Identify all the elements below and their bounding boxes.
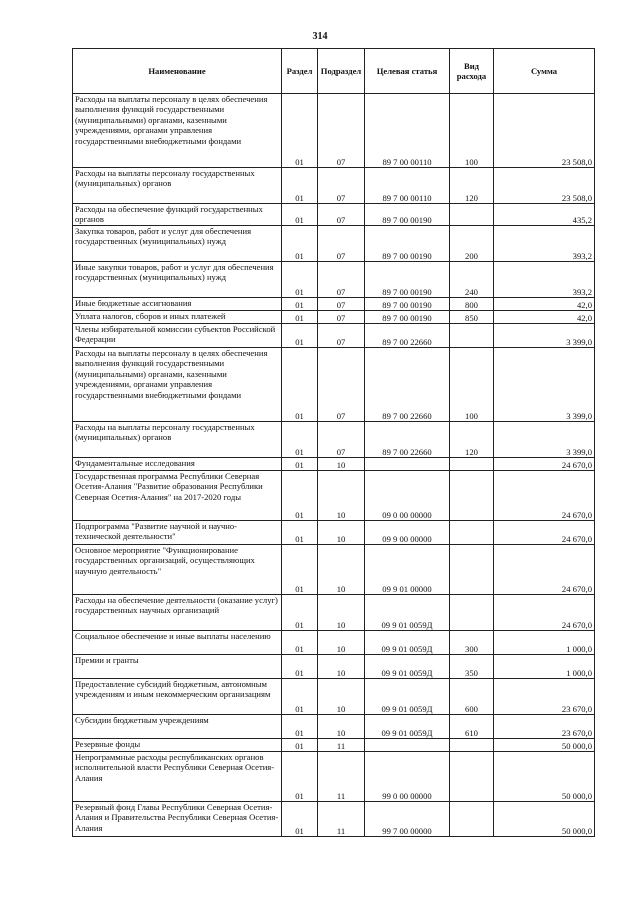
budget-table: [72, 48, 595, 837]
row-expense-type: 200: [450, 226, 494, 262]
row-amount: 3 399,0: [494, 422, 595, 458]
row-target: 89 7 00 00190: [365, 204, 450, 226]
row-subsection: 10: [318, 715, 365, 739]
row-name: Субсидии бюджетным учреждениям: [73, 715, 282, 739]
row-amount: 24 670,0: [494, 521, 595, 545]
row-name: Закупка товаров, работ и услуг для обеспечения государственных (муниципальных) нужд: [73, 226, 282, 262]
row-amount: 42,0: [494, 311, 595, 324]
row-subsection: 10: [318, 471, 365, 521]
row-target: [365, 739, 450, 752]
row-subsection: 10: [318, 595, 365, 631]
row-expense-type: 850: [450, 311, 494, 324]
header-section: Раздел: [282, 49, 318, 94]
row-expense-type: 350: [450, 655, 494, 679]
row-subsection: 07: [318, 311, 365, 324]
row-subsection: 10: [318, 458, 365, 471]
table-row: [73, 739, 595, 752]
row-name: Подпрограмма "Развитие научной и научно-технической деятельности": [73, 521, 282, 545]
row-subsection: 10: [318, 521, 365, 545]
row-section: 01: [282, 715, 318, 739]
row-target: 89 7 00 00190: [365, 298, 450, 311]
row-expense-type: [450, 324, 494, 348]
row-subsection: 10: [318, 631, 365, 655]
row-expense-type: 240: [450, 262, 494, 298]
table-row: [73, 545, 595, 595]
row-subsection: 11: [318, 739, 365, 752]
table-row: [73, 204, 595, 226]
row-target: 89 7 00 00190: [365, 226, 450, 262]
row-expense-type: [450, 471, 494, 521]
row-expense-type: 300: [450, 631, 494, 655]
row-section: 01: [282, 802, 318, 837]
row-section: 01: [282, 679, 318, 715]
row-amount: 50 000,0: [494, 739, 595, 752]
row-name: Расходы на выплаты персоналу государственных (муниципальных) органов: [73, 168, 282, 204]
table-row: [73, 595, 595, 631]
row-name: Фундаментальные исследования: [73, 458, 282, 471]
table-row: [73, 715, 595, 739]
row-amount: 393,2: [494, 262, 595, 298]
row-target: 89 7 00 00110: [365, 168, 450, 204]
row-name: Основное мероприятие "Функционирование государственных организаций, осуществляющих научную деятельность": [73, 545, 282, 595]
row-amount: 23 508,0: [494, 168, 595, 204]
row-target: 99 7 00 00000: [365, 802, 450, 837]
row-expense-type: [450, 752, 494, 802]
row-name: Резервный фонд Главы Республики Северная Осетия-Алания и Правительства Республики Северная Осетия-Алания: [73, 802, 282, 837]
row-section: 01: [282, 204, 318, 226]
table-row: [73, 324, 595, 348]
row-expense-type: [450, 204, 494, 226]
table-row: [73, 471, 595, 521]
row-section: 01: [282, 94, 318, 168]
table-row: [73, 348, 595, 422]
row-name: Расходы на выплаты персоналу в целях обеспечения выполнения функций государственными (муниципальными) органами, казенными учреждениями, органами управления государственными внебюджетными фондами: [73, 94, 282, 168]
row-expense-type: [450, 545, 494, 595]
row-section: 01: [282, 422, 318, 458]
row-expense-type: 600: [450, 679, 494, 715]
row-target: 89 7 00 22660: [365, 324, 450, 348]
row-subsection: 07: [318, 324, 365, 348]
row-target: 09 9 01 0059Д: [365, 679, 450, 715]
row-subsection: 07: [318, 262, 365, 298]
row-section: 01: [282, 298, 318, 311]
table-row: [73, 521, 595, 545]
row-expense-type: [450, 521, 494, 545]
row-section: 01: [282, 545, 318, 595]
row-amount: 24 670,0: [494, 471, 595, 521]
row-amount: 3 399,0: [494, 324, 595, 348]
table-row: [73, 226, 595, 262]
row-subsection: 07: [318, 168, 365, 204]
row-section: 01: [282, 324, 318, 348]
row-section: 01: [282, 521, 318, 545]
row-subsection: 07: [318, 348, 365, 422]
row-target: 89 7 00 00110: [365, 94, 450, 168]
row-subsection: 07: [318, 94, 365, 168]
row-name: Расходы на выплаты персоналу государственных (муниципальных) органов: [73, 422, 282, 458]
row-name: Премии и гранты: [73, 655, 282, 679]
table-row: [73, 422, 595, 458]
row-subsection: 11: [318, 802, 365, 837]
row-subsection: 10: [318, 655, 365, 679]
row-expense-type: 100: [450, 348, 494, 422]
row-name: Социальное обеспечение и иные выплаты населению: [73, 631, 282, 655]
table-row: [73, 752, 595, 802]
table-header-row: [73, 49, 595, 94]
row-amount: 3 399,0: [494, 348, 595, 422]
header-target: Целевая статья: [365, 49, 450, 94]
row-expense-type: [450, 802, 494, 837]
row-section: 01: [282, 631, 318, 655]
header-amount: Сумма: [494, 49, 595, 94]
row-target: 89 7 00 22660: [365, 348, 450, 422]
row-expense-type: [450, 458, 494, 471]
row-amount: 50 000,0: [494, 802, 595, 837]
row-amount: 23 508,0: [494, 94, 595, 168]
row-amount: 24 670,0: [494, 458, 595, 471]
row-subsection: 07: [318, 422, 365, 458]
row-section: 01: [282, 752, 318, 802]
row-subsection: 07: [318, 204, 365, 226]
row-target: 09 9 01 0059Д: [365, 595, 450, 631]
row-amount: 23 670,0: [494, 679, 595, 715]
row-amount: 50 000,0: [494, 752, 595, 802]
table-row: [73, 802, 595, 837]
table-row: [73, 311, 595, 324]
table-row: [73, 94, 595, 168]
row-target: 99 0 00 00000: [365, 752, 450, 802]
row-subsection: 11: [318, 752, 365, 802]
row-name: Резервные фонды: [73, 739, 282, 752]
row-section: 01: [282, 655, 318, 679]
row-expense-type: 100: [450, 94, 494, 168]
table-row: [73, 298, 595, 311]
row-amount: 393,2: [494, 226, 595, 262]
row-subsection: 10: [318, 545, 365, 595]
row-target: 09 9 01 0059Д: [365, 715, 450, 739]
row-name: Государственная программа Республики Северная Осетия-Алания "Развитие образования Республики Северная Осетия-Алания" на 2017-2020 годы: [73, 471, 282, 521]
header-subsection: Подраздел: [318, 49, 365, 94]
row-section: 01: [282, 348, 318, 422]
row-amount: 24 670,0: [494, 595, 595, 631]
row-amount: 1 000,0: [494, 631, 595, 655]
header-name: Наименование: [73, 49, 282, 94]
row-target: 09 9 00 00000: [365, 521, 450, 545]
row-section: 01: [282, 311, 318, 324]
row-target: 09 9 01 0059Д: [365, 655, 450, 679]
row-name: Иные закупки товаров, работ и услуг для обеспечения государственных (муниципальных) нужд: [73, 262, 282, 298]
table-row: [73, 631, 595, 655]
row-expense-type: 120: [450, 168, 494, 204]
row-subsection: 07: [318, 226, 365, 262]
row-section: 01: [282, 471, 318, 521]
row-target: 09 9 01 0059Д: [365, 631, 450, 655]
row-name: Непрограммные расходы республиканских органов исполнительной власти Республики Северная Осетия-Алания: [73, 752, 282, 802]
row-name: Расходы на обеспечение функций государственных органов: [73, 204, 282, 226]
row-name: Расходы на выплаты персоналу в целях обеспечения выполнения функций государственными (муниципальными) органами, казенными учреждениями, органами управления государственными внебюджетными фондами: [73, 348, 282, 422]
row-section: 01: [282, 739, 318, 752]
table-row: [73, 168, 595, 204]
row-name: Расходы на обеспечение деятельности (оказание услуг) государственных научных организаций: [73, 595, 282, 631]
row-target: [365, 458, 450, 471]
row-name: Члены избирательной комиссии субъектов Российской Федерации: [73, 324, 282, 348]
row-section: 01: [282, 262, 318, 298]
row-target: 89 7 00 00190: [365, 262, 450, 298]
row-section: 01: [282, 226, 318, 262]
row-amount: 435,2: [494, 204, 595, 226]
table-row: [73, 655, 595, 679]
row-section: 01: [282, 595, 318, 631]
row-expense-type: 120: [450, 422, 494, 458]
row-target: 89 7 00 22660: [365, 422, 450, 458]
row-target: 09 0 00 00000: [365, 471, 450, 521]
page-number: 314: [312, 31, 328, 42]
row-name: Предоставление субсидий бюджетным, автономным учреждениям и иным некоммерческим организациям: [73, 679, 282, 715]
row-target: 89 7 00 00190: [365, 311, 450, 324]
row-subsection: 07: [318, 298, 365, 311]
row-name: Иные бюджетные ассигнования: [73, 298, 282, 311]
row-subsection: 10: [318, 679, 365, 715]
row-amount: 42,0: [494, 298, 595, 311]
row-section: 01: [282, 458, 318, 471]
table-row: [73, 262, 595, 298]
row-amount: 1 000,0: [494, 655, 595, 679]
row-amount: 23 670,0: [494, 715, 595, 739]
row-expense-type: [450, 739, 494, 752]
row-target: 09 9 01 00000: [365, 545, 450, 595]
table-row: [73, 458, 595, 471]
row-section: 01: [282, 168, 318, 204]
header-expense-type: Вид расхода: [450, 49, 494, 94]
row-name: Уплата налогов, сборов и иных платежей: [73, 311, 282, 324]
table-row: [73, 679, 595, 715]
row-expense-type: [450, 595, 494, 631]
row-expense-type: 610: [450, 715, 494, 739]
row-expense-type: 800: [450, 298, 494, 311]
row-amount: 24 670,0: [494, 545, 595, 595]
